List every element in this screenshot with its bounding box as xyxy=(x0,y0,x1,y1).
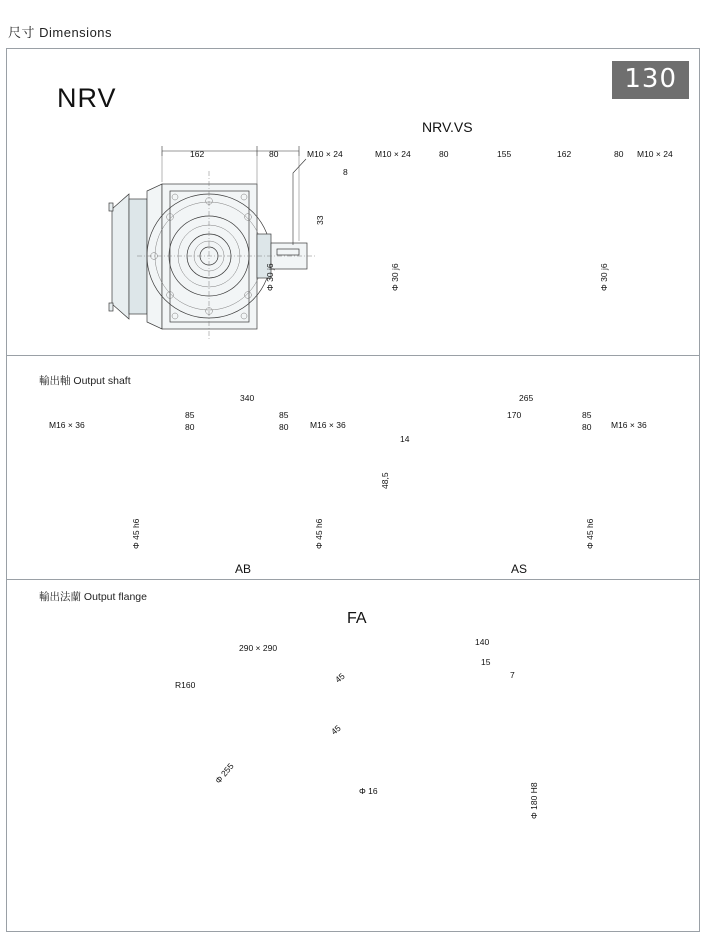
dim-right-80a: 80 xyxy=(439,149,449,159)
dim-side-7: 7 xyxy=(510,670,515,680)
dim-left-m10: M10 × 24 xyxy=(307,149,343,159)
dim-key2-485: 48,5 xyxy=(380,472,390,489)
dim-as-170: 170 xyxy=(507,410,522,420)
dim-right-phi30-left: Φ 30 j6 xyxy=(390,263,400,291)
dim-as-m16: M16 × 36 xyxy=(611,420,647,430)
heading-nrv-vs: NRV.VS xyxy=(422,119,473,135)
dim-as-phi45: Φ 45 h6 xyxy=(585,518,595,549)
dim-side-140: 140 xyxy=(475,637,490,647)
section-label-output-flange: 輸出法蘭 Output flange xyxy=(39,591,147,603)
dim-ab-80-right: 80 xyxy=(279,422,289,432)
page-title: 尺寸 Dimensions xyxy=(8,25,113,40)
model-badge: 130 xyxy=(612,61,689,99)
dim-as-80: 80 xyxy=(582,422,592,432)
dim-right-162: 162 xyxy=(557,149,572,159)
section-label-output-shaft: 輸出軸 Output shaft xyxy=(39,375,131,387)
dim-ab-phi45-right: Φ 45 h6 xyxy=(314,518,324,549)
dim-ab-phi45-left: Φ 45 h6 xyxy=(131,518,141,549)
dim-fa-r160: R160 xyxy=(175,680,196,690)
dim-left-phi30: Φ 30 j6 xyxy=(265,263,275,291)
dim-right-80b: 80 xyxy=(614,149,624,159)
dim-as-265: 265 xyxy=(519,393,534,403)
dim-fa-phi255: Φ 255 xyxy=(213,761,236,786)
dim-fa-290: 290 × 290 xyxy=(239,643,278,653)
dim-key-33: 33 xyxy=(315,215,325,225)
tag-as: AS xyxy=(511,562,528,576)
dim-fa-phi16: Φ 16 xyxy=(359,786,378,796)
heading-nrv: NRV xyxy=(57,83,117,113)
dim-right-phi30-right: Φ 30 j6 xyxy=(599,263,609,291)
dim-side-15: 15 xyxy=(481,657,491,667)
dim-ab-85-right: 85 xyxy=(279,410,289,420)
dimensions-drawing xyxy=(7,49,701,933)
dim-left-80: 80 xyxy=(269,149,279,159)
dim-right-155: 155 xyxy=(497,149,512,159)
dim-key-8: 8 xyxy=(343,167,348,177)
dim-right-m10-left: M10 × 24 xyxy=(375,149,411,159)
dim-key2-14: 14 xyxy=(400,434,410,444)
dim-ab-85-left: 85 xyxy=(185,410,195,420)
dim-ab-340: 340 xyxy=(240,393,255,403)
dim-ab-80-left: 80 xyxy=(185,422,195,432)
dim-ab-m16-right: M16 × 36 xyxy=(310,420,346,430)
heading-fa: FA xyxy=(347,610,367,627)
dim-fa-45a: 45 xyxy=(333,670,347,685)
dim-as-85: 85 xyxy=(582,410,592,420)
dim-ab-m16-left: M16 × 36 xyxy=(49,420,85,430)
dim-right-m10-right: M10 × 24 xyxy=(637,149,673,159)
drawing-sheet xyxy=(6,48,700,932)
dim-side-phi180: Φ 180 H8 xyxy=(529,782,539,819)
dim-left-162: 162 xyxy=(190,149,205,159)
tag-ab: AB xyxy=(235,562,252,576)
dim-fa-45b: 45 xyxy=(329,722,343,737)
